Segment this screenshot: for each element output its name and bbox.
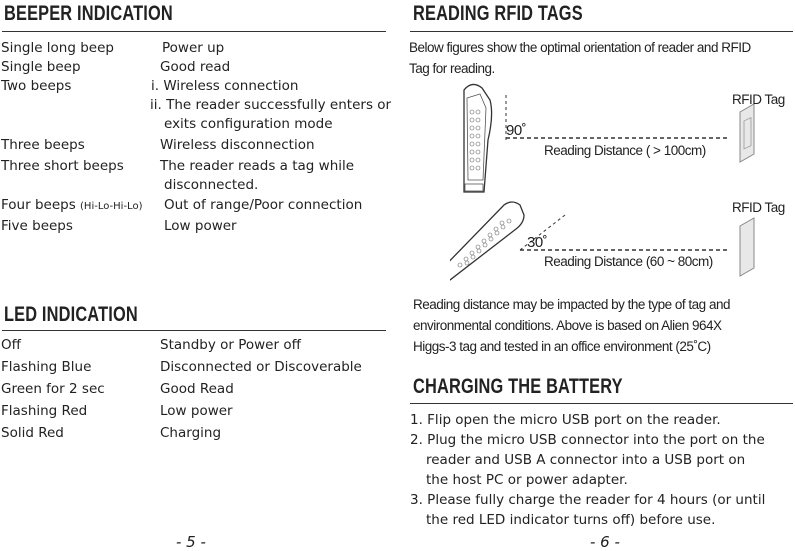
page-number-right: - 6 - xyxy=(590,533,620,551)
beep-meaning: Power up xyxy=(162,40,225,56)
angle-90-label: 90˚ xyxy=(506,122,527,139)
led-meaning: Good Read xyxy=(160,381,234,397)
angle-30-label: 30˚ xyxy=(527,234,548,251)
beeper-indication-heading: BEEPER INDICATION xyxy=(4,2,173,25)
led-state: Green for 2 sec xyxy=(1,381,105,397)
charging-step: the red LED indicator turns off) before use. xyxy=(426,512,716,528)
beep-name: Three short beeps xyxy=(1,158,124,174)
beep-name: Five beeps xyxy=(1,218,73,234)
beep-pattern-note: (Hi-Lo-Hi-Lo) xyxy=(80,201,143,212)
beep-meaning: Wireless disconnection xyxy=(160,137,315,153)
led-state: Solid Red xyxy=(1,425,64,441)
beep-name: Single long beep xyxy=(1,40,114,56)
led-indication-heading: LED INDICATION xyxy=(4,303,138,326)
reader-device-icon xyxy=(464,84,492,192)
beep-meaning: disconnected. xyxy=(164,177,259,193)
reading-distance-label: Reading Distance (60 ~ 80cm) xyxy=(544,254,713,269)
rfid-tag-label: RFID Tag xyxy=(732,200,785,215)
led-meaning: Low power xyxy=(160,403,233,419)
led-meaning: Standby or Power off xyxy=(160,337,301,353)
led-meaning: Disconnected or Discoverable xyxy=(160,359,362,375)
beep-meaning: exits configuration mode xyxy=(164,116,333,132)
beep-name: Four beeps (Hi-Lo-Hi-Lo) xyxy=(1,197,143,213)
rfid-note-line: Higgs-3 tag and tested in an office environment (25˚C) xyxy=(413,339,711,354)
rfid-tag-label: RFID Tag xyxy=(732,92,785,107)
page-number-left: - 5 - xyxy=(176,533,206,551)
divider xyxy=(2,330,386,331)
beep-meaning: The reader reads a tag while xyxy=(160,158,355,174)
reading-rfid-tags-heading: READING RFID TAGS xyxy=(413,2,583,25)
charging-step: 2. Plug the micro USB connector into the port on the xyxy=(410,432,765,448)
rfid-note-line: environmental conditions. Above is based on Alien 964X xyxy=(413,318,722,333)
rfid-tag-icon xyxy=(740,218,754,276)
led-state: Flashing Red xyxy=(1,403,88,419)
rfid-intro-line: Tag for reading. xyxy=(409,61,495,76)
beep-name: Single beep xyxy=(1,59,81,75)
charging-step: the host PC or power adapter. xyxy=(426,472,628,488)
beep-meaning: i. Wireless connection xyxy=(151,78,299,94)
rfid-tag-icon xyxy=(740,104,754,162)
divider xyxy=(410,403,793,404)
led-state: Flashing Blue xyxy=(1,359,92,375)
charging-step: 1. Flip open the micro USB port on the reader. xyxy=(410,412,721,428)
beep-meaning: Out of range/Poor connection xyxy=(164,197,363,213)
beep-meaning: Good read xyxy=(160,59,231,75)
led-state: Off xyxy=(1,337,21,353)
led-meaning: Charging xyxy=(160,425,222,441)
charging-the-battery-heading: CHARGING THE BATTERY xyxy=(413,375,623,398)
beep-meaning: Low power xyxy=(164,218,237,234)
reading-distance-label: Reading Distance ( > 100cm) xyxy=(544,143,706,158)
charging-step: reader and USB A connector into a USB port on xyxy=(426,452,746,468)
beep-meaning: ii. The reader successfully enters or xyxy=(150,97,392,113)
charging-step: 3. Please fully charge the reader for 4 hours (or until xyxy=(410,492,766,508)
beep-name: Two beeps xyxy=(1,78,72,94)
divider xyxy=(2,31,386,32)
rfid-note-line: Reading distance may be impacted by the type of tag and xyxy=(413,297,730,312)
divider xyxy=(410,31,793,32)
reader-device-icon xyxy=(450,202,524,280)
rfid-intro-line: Below figures show the optimal orientation of reader and RFID xyxy=(409,40,751,55)
beep-name: Three beeps xyxy=(1,137,85,153)
